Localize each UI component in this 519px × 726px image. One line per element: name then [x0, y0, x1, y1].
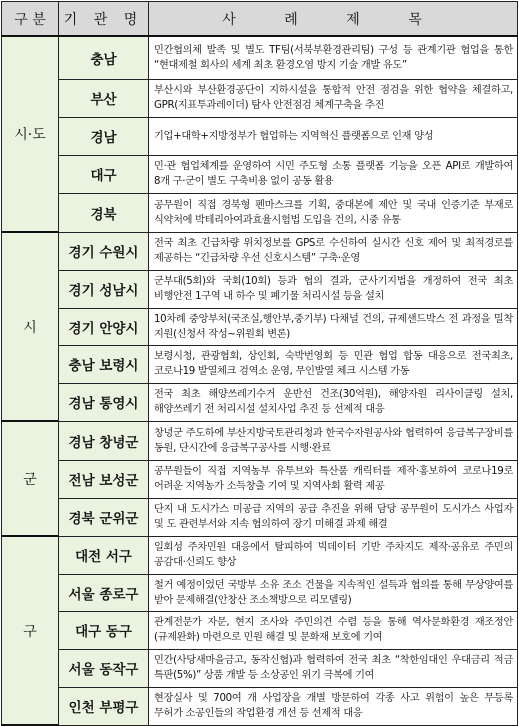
agency-cell: 경기 성남시 — [59, 270, 149, 308]
case-description: 관계전문가 자문, 현지 조사와 주민의견 수렴 등을 통해 역사문화환경 재조정안(규제완화) 마련으로 민원 해결 및 문화재 보호에 기여 — [149, 611, 518, 649]
agency-cell: 경북 군위군 — [59, 498, 149, 536]
agency-cell: 서울 종로구 — [59, 574, 149, 611]
case-description: 부산시와 부산환경공단이 지하시설을 통합적 안전 점검을 위한 협약을 체결하고, GPR(지표투과레이더) 탐사 안전점검 체계구축을 추진 — [149, 79, 518, 117]
case-description: 일회성 주차민원 대응에서 탈피하여 빅데이터 기반 주차지도 제작·공유로 주민의 공감대·신뢰도 향상 — [149, 536, 518, 574]
table-row — [2, 649, 518, 687]
case-description: 전국 최초 긴급차량 위치정보를 GPS로 수신하여 실시간 신호 제어 및 최적경로를 제공하는 “긴급차량 우선 신호시스템” 구축·운영 — [149, 232, 518, 270]
table-row — [2, 270, 518, 308]
table-row — [2, 36, 518, 79]
agency-cell: 경기 안양시 — [59, 308, 149, 345]
table-row — [2, 232, 518, 270]
region-cell: 구 — [2, 536, 59, 725]
case-description: 단지 내 도시가스 미공급 지역의 공급 추진을 위해 담당 공무원이 도시가스 사업자 및 도 관련부서와 지속 협의하여 장기 미해결 과제 해결 — [149, 498, 518, 536]
case-description: 기업+대학+지방정부가 협업하는 지역혁신 플랫폼으로 인재 양성 — [149, 117, 518, 155]
header-region: 구 분 — [2, 2, 59, 37]
table-row — [2, 574, 518, 611]
case-description: 공무원들이 직접 지역농부 유투브와 특산품 캐릭터를 제작·홍보하여 코로나19로 어려운 지역농가 소득창출 기여 및 지역사회 활력 제공 — [149, 460, 518, 498]
table-row — [2, 193, 518, 232]
agency-cell: 대전 서구 — [59, 536, 149, 574]
table-row — [2, 536, 518, 574]
case-description: 10차례 중앙부처(국조실,행안부,중기부) 다채널 건의, 규제샌드박스 전 과정을 밀착 지원(신청서 작성~위원회 변론) — [149, 308, 518, 345]
header-agency: 기 관 명 — [59, 2, 149, 37]
table-row — [2, 345, 518, 383]
agency-cell: 충남 — [59, 36, 149, 79]
case-description: 민·관 협업체계를 운영하여 시민 주도형 소통 플랫폼 기능을 오픈 API로 개발하여 8개 구·군이 별도 구축비용 없이 공동 활용 — [149, 155, 518, 193]
header-case-title: 사 례 제 목 — [149, 2, 518, 37]
agency-cell: 전남 보성군 — [59, 460, 149, 498]
region-cell: 시·도 — [2, 36, 59, 232]
case-description: 민간협의체 발족 및 별도 TF팀(서북부환경관리팀) 구성 등 관계기관 협업을 통한 “현대제철 회사의 세계 최초 환경오염 방지 기술 개발 유도” — [149, 36, 518, 79]
case-table — [1, 1, 518, 726]
table-row — [2, 308, 518, 345]
table-row — [2, 383, 518, 421]
agency-cell: 경남 — [59, 117, 149, 155]
table-header-row — [2, 2, 518, 37]
table-row — [2, 117, 518, 155]
case-description: 군부대(5회)와 국회(10회) 등과 협의 결과, 군사기지법을 개정하여 전국 최초 비행안전 1구역 내 하수 및 폐기물 처리시설 등을 설치 — [149, 270, 518, 308]
table-row — [2, 79, 518, 117]
case-description: 현장실사 및 700여 개 사업장을 개별 방문하여 각종 사고 위험이 높은 무등록 무허가 소공인들의 작업환경 개선 등 선제적 대응 — [149, 687, 518, 725]
agency-cell: 경북 — [59, 193, 149, 232]
case-description: 창녕군 주도하에 부산지방국토관리청과 한국수자원공사와 협력하여 응급복구장비를 동원, 단시간에 응급복구공사를 시행·완료 — [149, 421, 518, 460]
case-description: 보령시청, 관광협회, 상인회, 숙박번영회 등 민관 협업 합동 대응으로 전국최초, 코로나19 발열체크 검역소 운영, 무인발열 체크 시스템 가동 — [149, 345, 518, 383]
agency-cell: 경남 창녕군 — [59, 421, 149, 460]
table-row — [2, 498, 518, 536]
region-cell: 군 — [2, 421, 59, 536]
table-row — [2, 611, 518, 649]
agency-cell: 충남 보령시 — [59, 345, 149, 383]
table-row — [2, 687, 518, 725]
agency-cell: 부산 — [59, 79, 149, 117]
agency-cell: 경기 수원시 — [59, 232, 149, 270]
agency-cell: 인천 부평구 — [59, 687, 149, 725]
agency-cell: 대구 — [59, 155, 149, 193]
case-description: 철거 예정이었던 국방부 소유 조소 건물을 지속적인 설득과 협의를 통해 무상양여를 받아 문제해결(안창산 조소책방으로 리모델링) — [149, 574, 518, 611]
table-row — [2, 421, 518, 460]
agency-cell: 서울 동작구 — [59, 649, 149, 687]
agency-cell: 대구 동구 — [59, 611, 149, 649]
agency-cell: 경남 통영시 — [59, 383, 149, 421]
case-description: 공무원이 직접 경북형 펜마스크를 기획, 중대본에 제안 및 국내 인증기준 부재로 식약처에 박테리아여과효율시험법 도입을 건의, 시중 유통 — [149, 193, 518, 232]
region-cell: 시 — [2, 232, 59, 421]
table-row — [2, 460, 518, 498]
table-row — [2, 155, 518, 193]
case-description: 민간(사당새마을금고, 동작신협)과 협력하여 전국 최초 “착한임대인 우대금리 적금 특판(5%)” 상품 개발 등 소상공인 위기 극복에 기여 — [149, 649, 518, 687]
case-description: 전국 최초 해양쓰레기수거 운반선 건조(30억원), 해양자원 리사이클링 설치, 해양쓰레기 전 처리시설 설치사업 추진 등 선제적 대응 — [149, 383, 518, 421]
